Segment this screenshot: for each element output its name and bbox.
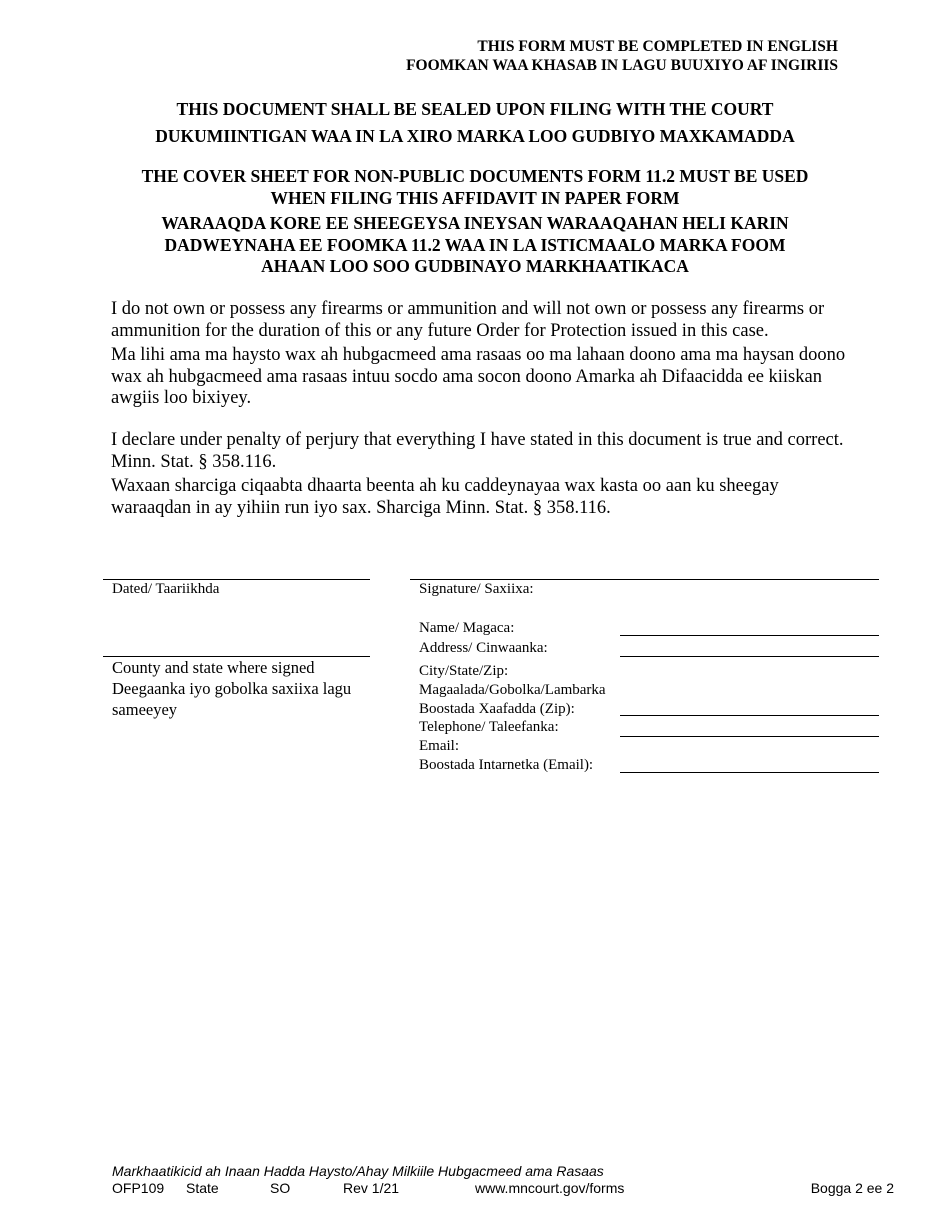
firearms-statement xyxy=(111,299,851,413)
cover-text-so-line1: WARAAQDA KORE EE SHEEGEYSA INEYSAN WARAAQAHAN HELI KARIN xyxy=(161,213,789,233)
county-label-line2: Deegaanka iyo gobolka saxiixa lagu xyxy=(112,679,352,698)
footer-title: Markhaatikicid ah Inaan Hadda Haysto/Ahay Milkiile Hubgacmeed ama Rasaas xyxy=(112,1163,604,1179)
footer-page-number: Bogga 2 ee 2 xyxy=(810,1180,894,1196)
footer-state: State xyxy=(186,1180,219,1196)
city-label-line3: Boostada Xaafadda (Zip): xyxy=(419,701,575,717)
cover-text-line1: THE COVER SHEET FOR NON-PUBLIC DOCUMENTS FORM 11.2 MUST BE USED xyxy=(141,166,809,186)
footer-language: SO xyxy=(270,1180,291,1196)
sealed-text: THIS DOCUMENT SHALL BE SEALED UPON FILING WITH THE COURT xyxy=(176,99,774,119)
dated-label: Dated/ Taariikhda xyxy=(112,581,220,597)
county-label xyxy=(112,657,351,720)
county-label-line3: sameeyey xyxy=(112,700,178,719)
signature-label: Signature/ Saxiixa: xyxy=(419,581,534,597)
perjury-statement xyxy=(111,430,851,522)
address-field-line[interactable] xyxy=(620,656,879,657)
cover-sheet-notice xyxy=(100,166,850,278)
county-label-line1: County and state where signed xyxy=(112,658,315,677)
cover-text-so-line3: AHAAN LOO SOO GUDBINAYO MARKHAATIKACA xyxy=(261,256,689,276)
address-label: Address/ Cinwaanka: xyxy=(419,640,548,656)
city-label-line2: Magaalada/Gobolka/Lambarka xyxy=(419,682,606,698)
english-required-notice xyxy=(406,37,838,75)
email-field-line[interactable] xyxy=(620,772,879,773)
english-required-text-so: FOOMKAN WAA KHASAB IN LAGU BUUXIYO AF INGIRIIS xyxy=(406,57,838,74)
footer-revision: Rev 1/21 xyxy=(343,1180,400,1196)
footer-url[interactable]: www.mncourt.gov/forms xyxy=(475,1180,625,1196)
footer-form-code: OFP109 xyxy=(112,1180,165,1196)
perjury-text: I declare under penalty of perjury that everything I have stated in this document is true and correct. Minn. Stat. § 358.116. xyxy=(111,430,844,472)
telephone-field-line[interactable] xyxy=(620,736,879,737)
city-label-line1: City/State/Zip: xyxy=(419,663,509,679)
telephone-label: Telephone/ Taleefanka: xyxy=(419,719,559,735)
sealed-notice xyxy=(100,96,850,150)
city-field-line[interactable] xyxy=(620,715,879,716)
email-label-line1: Email: xyxy=(419,738,459,754)
cover-text-line2: WHEN FILING THIS AFFIDAVIT IN PAPER FORM xyxy=(270,187,680,208)
perjury-text-so: Waxaan sharciga ciqaabta dhaarta beenta ah ku caddeynayaa wax kasta oo aan ku sheegay waraaqdan in ay yihiin run iyo sax. Sharciga Minn. Stat. § 358.116. xyxy=(111,476,779,518)
firearms-text-so: Ma lihi ama ma haysto wax ah hubgacmeed ama rasaas oo ma lahaan doono ama ma haysan doono wax ah hubgacmeed ama rasaas intuu socdo ama socon doono Amarka ah Difaacidda ee kiiskan awgiis loo bixiyey. xyxy=(111,345,846,408)
email-label-line2: Boostada Intarnetka (Email): xyxy=(419,757,594,773)
name-field-line[interactable] xyxy=(620,635,879,636)
email-label xyxy=(419,737,593,775)
city-label xyxy=(419,662,606,719)
name-label: Name/ Magaca: xyxy=(419,620,515,636)
english-required-text: THIS FORM MUST BE COMPLETED IN ENGLISH xyxy=(477,38,838,55)
sealed-text-so: DUKUMIINTIGAN WAA IN LA XIRO MARKA LOO GUDBIYO MAXKAMADDA xyxy=(155,126,795,146)
firearms-text: I do not own or possess any firearms or ammunition and will not own or possess any firearms or ammunition for the duration of this or any future Order for Protection issued in this case. xyxy=(111,299,825,341)
cover-text-so-line2: DADWEYNAHA EE FOOMKA 11.2 WAA IN LA ISTICMAALO MARKA FOOM xyxy=(164,234,786,255)
